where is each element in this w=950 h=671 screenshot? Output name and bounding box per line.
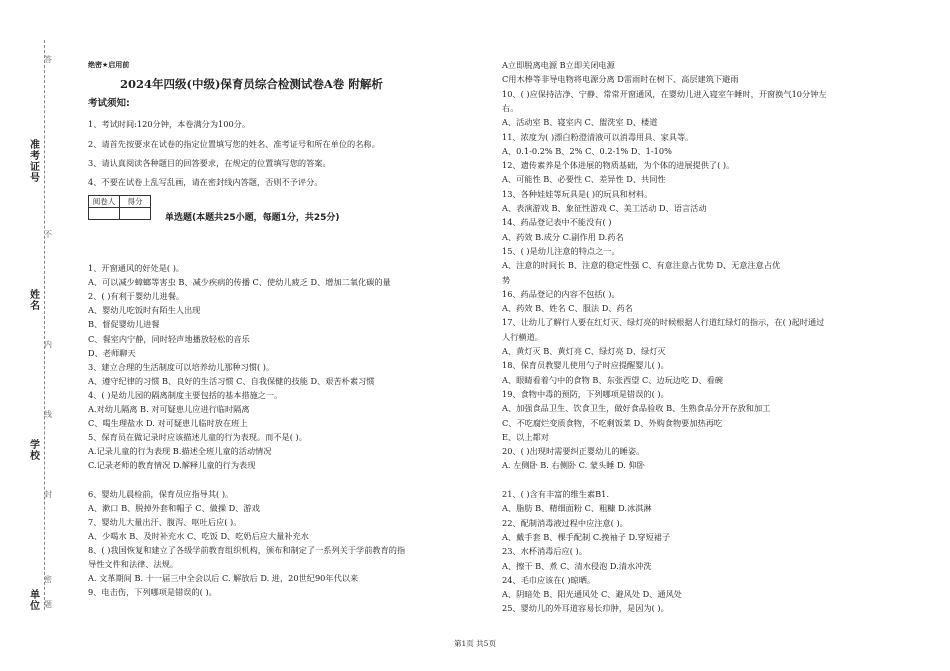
question-line: 24、毛巾应该在( )晾晒。 bbox=[502, 574, 596, 585]
question-line: A、0.1-0.2% B、2% C、0.2-1% D、1-10% bbox=[502, 145, 672, 156]
question-line: A、遵守纪律的习惯 B、良好的生活习惯 C、自我保健的技能 D、艰苦朴素习惯 bbox=[88, 375, 375, 386]
question-line: 19、食物中毒的预防，下列哪项是错误的( )。 bbox=[502, 388, 669, 399]
page-footer: 第1页 共5页 bbox=[454, 639, 496, 648]
question-line: C用木棒等非导电物将电源分离 D雷雨时在树下、高层建筑下避雨 bbox=[502, 74, 739, 85]
seal-marker: 题 bbox=[44, 600, 52, 609]
score-cell[interactable] bbox=[120, 208, 151, 220]
question-line: A、阴暗处 B、阳光通风处 C、避风处 D、通风处 bbox=[502, 589, 682, 600]
question-line: 7、婴幼儿大量出汗、腹泻、呕吐后应( )。 bbox=[88, 516, 242, 527]
question-line: 导性文件和法律、法规。 bbox=[88, 559, 179, 570]
question-line: A、擦干 B、煮 C、清水侵泡 D.清水冲洗 bbox=[502, 560, 652, 571]
question-line: 16、药品登记的内容不包括( )。 bbox=[502, 288, 620, 299]
seal-marker: 内 bbox=[44, 340, 52, 349]
question-line: A立即脱离电源 B立即关闭电源 bbox=[502, 60, 615, 70]
question-line: E、以上都对 bbox=[502, 431, 549, 442]
binding-margin bbox=[0, 0, 60, 671]
question-line: A.对幼儿隔离 B. 对可疑患儿应进行临时隔离 bbox=[88, 404, 250, 414]
question-line: A、黄灯灭 B、黄灯亮 C、绿灯亮 D、绿灯灭 bbox=[502, 346, 666, 356]
question-line: A、可以减少蟑螂等害虫 B、减少疾病的传播 C、使幼儿疲乏 D、增加二氧化碳的量 bbox=[88, 277, 391, 288]
question-line: A、婴幼儿吃饭时有陌生人出现 bbox=[88, 305, 201, 316]
notice-item: 1、考试时间:120分钟，本卷满分为100分。 bbox=[88, 119, 251, 129]
question-line: A、眼睛看着勺中的食物 B、东张西望 C、边玩边吃 D、看碗 bbox=[502, 374, 723, 385]
question-line: 20、( )出现时需要纠正婴幼儿的睡姿。 bbox=[502, 446, 645, 457]
question-line: 17、让幼儿了解行人要在红灯灭、绿灯亮的时候根据人行道红绿灯的指示，在( )起时通过 bbox=[502, 317, 825, 328]
school-label: 学校 bbox=[30, 440, 40, 462]
question-line: C、喝生理盐水 D. 对可疑患儿临时放在班上 bbox=[88, 418, 248, 429]
question-line: 12、遗传素养是个体进展的物质基础，为个体的进展提供了( )。 bbox=[502, 160, 735, 171]
question-line: 9、电击伤，下列哪项是错误的( )。 bbox=[88, 587, 217, 598]
question-line: 14、药品登记表中不能没有( ) bbox=[502, 217, 612, 228]
seal-marker: 答 bbox=[44, 55, 52, 64]
question-line: A、少喝水 B、及时补充水 C、吃饭 D、吃奶后应大量补充水 bbox=[88, 530, 309, 541]
question-line: A、脂肪 B、精细面粉 C、粗糠 D.冰淇淋 bbox=[502, 503, 652, 514]
question-line: A. 左侧卧 B. 右侧卧 C. 蒙头睡 D. 仰卧 bbox=[502, 460, 645, 471]
question-line: 21、( )含有丰富的维生素B1. bbox=[502, 489, 609, 499]
question-line: 8、( )我国恢复和建立了各级学前教育组织机构，颁布和制定了一系列关于学前教育的指 bbox=[88, 545, 406, 555]
question-line: 5、保育员在做记录时应该描述儿童的行为表现。而不是( )。 bbox=[88, 432, 307, 443]
question-line: 23、水杯消毒后应( )。 bbox=[502, 546, 587, 557]
question-line: A、表演游戏 B、象征性游戏 C、美工活动 D、语言活动 bbox=[502, 203, 707, 213]
secret-mark: 绝密★启用前 bbox=[88, 61, 130, 69]
seal-line bbox=[44, 40, 45, 610]
question-line: 2、( )有利于婴幼儿进餐。 bbox=[88, 291, 185, 302]
grader-header: 阅卷人 bbox=[89, 196, 120, 208]
name-label: 姓名 bbox=[30, 290, 40, 312]
question-line: A、漱口 B、脱掉外套和帽子 C、做操 D、游戏 bbox=[88, 502, 260, 513]
question-line: 右。 bbox=[502, 102, 519, 113]
notice-item: 4、不要在试卷上乱写乱画，请在密封线内答题，否则不予评分。 bbox=[88, 177, 323, 187]
score-table bbox=[88, 195, 151, 220]
question-line: A、加强食品卫生、饮食卫生，做好食品验收 B、生熟食品分开存放和加工 bbox=[502, 403, 771, 414]
unit-label: 单位 bbox=[30, 590, 40, 612]
grader-cell[interactable] bbox=[89, 208, 120, 220]
question-line: 10、( )应保持洁净、宁静、常常开窗通风，在婴幼儿进入寝室午睡时，开窗换气10分钟左 bbox=[502, 88, 827, 99]
seal-marker: 密 bbox=[44, 575, 52, 584]
page-title: 2024年四级(中级)保育员综合检测试卷A卷 附解析 bbox=[120, 77, 383, 91]
question-line: B、督促婴幼儿进餐 bbox=[88, 319, 160, 330]
exam-number-label: 准考证号 bbox=[30, 140, 40, 184]
question-line: 25、婴幼儿的外耳道容易长疖肿，是因为( )。 bbox=[502, 603, 669, 614]
question-line: A、药效 B、姓名 C、服法 D、药名 bbox=[502, 303, 633, 314]
question-line: C、餐室内宁静，同时轻声地播放轻松的音乐 bbox=[88, 333, 250, 344]
seal-marker: 封 bbox=[44, 490, 52, 499]
question-line: 18、保育员教婴儿使用勺子时应提醒婴儿( )。 bbox=[502, 360, 669, 371]
question-line: 11、浓度为( )漂白粉澄清液可以消毒用具、家具等。 bbox=[502, 131, 694, 142]
question-line: 人行横道。 bbox=[502, 331, 543, 342]
question-line: C.记录老师的教育情况 D.解释儿童的行为表现 bbox=[88, 460, 256, 471]
question-line: 22、配制消毒液过程中应注意( )。 bbox=[502, 517, 628, 528]
question-line: 15、( )是幼儿注意的特点之一。 bbox=[502, 245, 620, 256]
question-line: A、戴手套 B、棵手配制 C.挽袖子 D.穿短裙子 bbox=[502, 531, 671, 542]
question-line: A、注意的时间长 B、注意的稳定性强 C、有意注意占优势 D、无意注意占优 bbox=[502, 260, 781, 271]
question-line: 6、婴幼儿晨检前，保育员应指导其( )。 bbox=[88, 488, 234, 499]
seal-marker: 线 bbox=[44, 410, 52, 419]
score-header: 得分 bbox=[120, 196, 151, 208]
question-line: 4、( )是幼儿园的隔离制度主要包括的基本措施之一。 bbox=[88, 389, 283, 400]
question-line: 势 bbox=[502, 274, 511, 285]
question-line: D、老师聊天 bbox=[88, 347, 136, 358]
question-line: 1、开窗通风的好处是( )。 bbox=[88, 263, 185, 273]
question-line: A、可能性 B、必要性 C、差异性 D、共同性 bbox=[502, 174, 666, 185]
seal-marker: 不 bbox=[44, 230, 52, 239]
question-line: A、药效 B.成分 C.副作用 D.药名 bbox=[502, 231, 624, 242]
question-line: C、不吃腐烂变质食物，不吃剩饭菜 D、外购食物要加热再吃 bbox=[502, 417, 723, 428]
question-line: A.记录儿童的行为表现 B.描述全班儿童的活动情况 bbox=[88, 446, 272, 457]
question-line: A、活动室 B、寝室内 C、盥洗室 D、楼道 bbox=[502, 117, 658, 128]
question-line: A. 文革期间 B. 十一届三中全会以后 C. 解放后 D. 进，20世纪90年代以来 bbox=[88, 573, 359, 584]
notice-item: 3、请认真阅读各种题目的回答要求，在规定的位置填写您的答案。 bbox=[88, 158, 331, 168]
question-line: 13、各种娃娃等玩具是( )的玩具和材料。 bbox=[502, 188, 653, 199]
section-title: 单选题(本题共25小题，每题1分，共25分) bbox=[165, 213, 340, 223]
notice-title: 考试须知: bbox=[88, 98, 130, 109]
notice-item: 2、请首先按要求在试卷的指定位置填写您的姓名、准考证号和所在单位的名称。 bbox=[88, 139, 380, 149]
question-line: 3、建立合理的生活制度可以培养幼儿那种习惯( )。 bbox=[88, 361, 275, 372]
